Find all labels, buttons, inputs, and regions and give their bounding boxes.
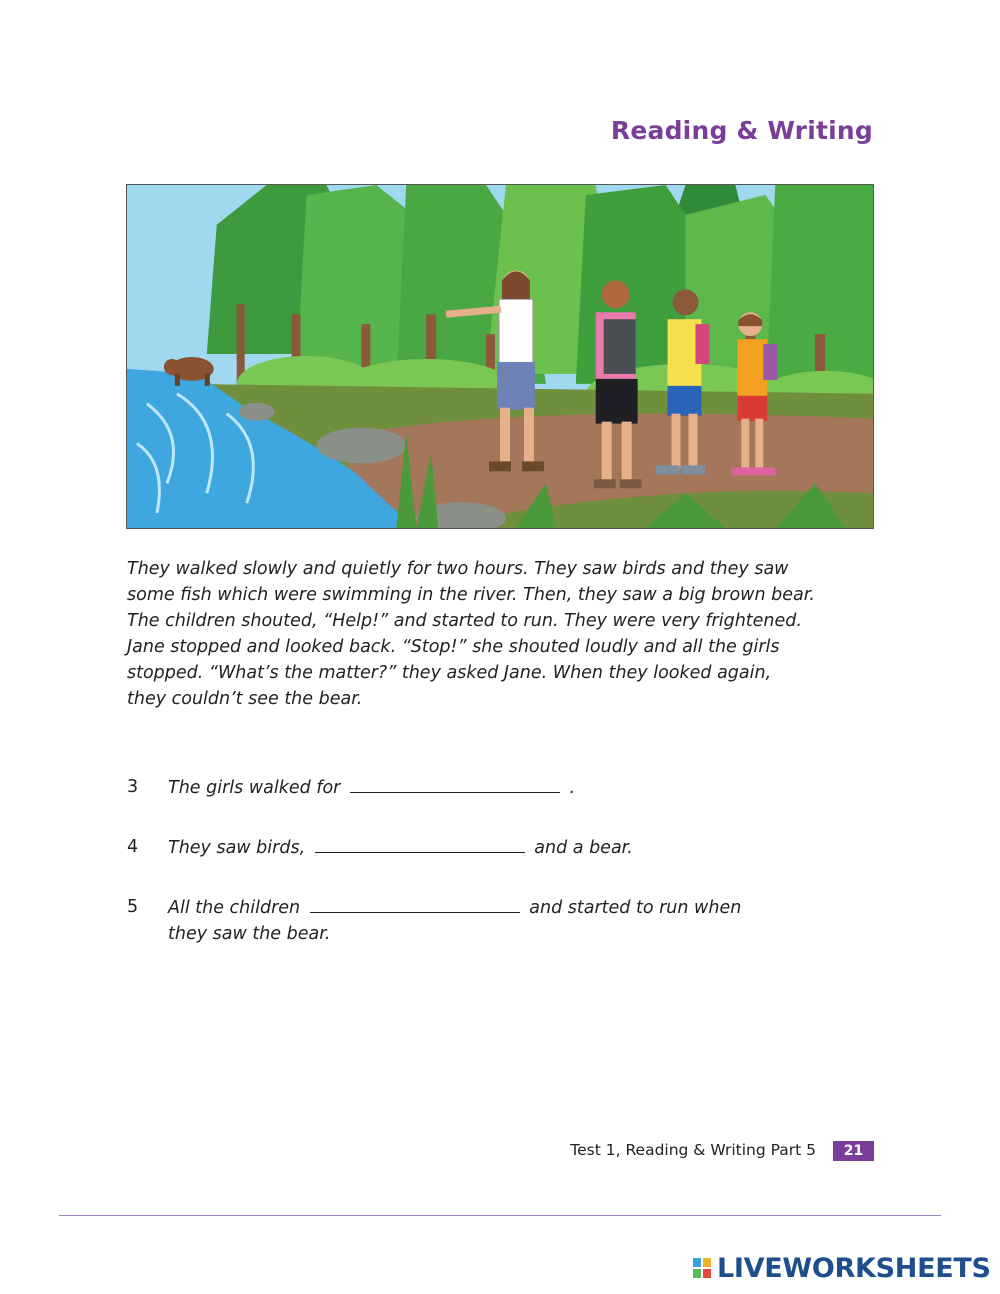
question-3 — [127, 774, 847, 801]
question-number: 5 — [127, 897, 139, 917]
question-5 — [127, 894, 847, 947]
answer-blank-5[interactable] — [310, 894, 520, 913]
passage-line: they couldn’t see the bear. — [127, 689, 363, 709]
brand-name: LIVEWORKSHEETS — [717, 1252, 991, 1284]
brand-logo[interactable] — [692, 1253, 991, 1283]
question-text: The girls walked for — [168, 778, 341, 798]
question-text-after: and a bear. — [534, 838, 633, 858]
passage-line: They walked slowly and quietly for two hours. They saw birds and they saw — [127, 559, 789, 579]
question-text: They saw birds, — [168, 838, 306, 858]
passage-line: stopped. “What’s the matter?” they asked Jane. When they looked again, — [127, 663, 772, 683]
question-number: 3 — [127, 777, 139, 797]
page-number-badge: 21 — [833, 1141, 874, 1161]
passage-line: Jane stopped and looked back. “Stop!” she shouted loudly and all the girls — [127, 637, 780, 657]
story-illustration — [126, 184, 874, 529]
answer-blank-4[interactable] — [315, 834, 525, 853]
question-text: All the children — [168, 898, 301, 918]
question-number: 4 — [127, 837, 139, 857]
reading-passage — [127, 556, 847, 712]
answer-blank-3[interactable] — [350, 774, 560, 793]
forest-scene-image — [127, 185, 873, 528]
question-text-line2: they saw the bear. — [168, 924, 331, 944]
section-title: Reading & Writing — [610, 116, 873, 145]
question-text-after: . — [569, 778, 576, 798]
question-text-after: and started to run when — [529, 898, 742, 918]
footer-divider — [59, 1215, 941, 1216]
passage-line: The children shouted, “Help!” and started to run. They were very frightened. — [127, 611, 802, 631]
liveworksheets-logo-icon — [692, 1257, 712, 1279]
passage-line: some fish which were swimming in the river. Then, they saw a big brown bear. — [127, 585, 815, 605]
footer-label: Test 1, Reading & Writing Part 5 — [570, 1141, 816, 1159]
question-4 — [127, 834, 847, 861]
